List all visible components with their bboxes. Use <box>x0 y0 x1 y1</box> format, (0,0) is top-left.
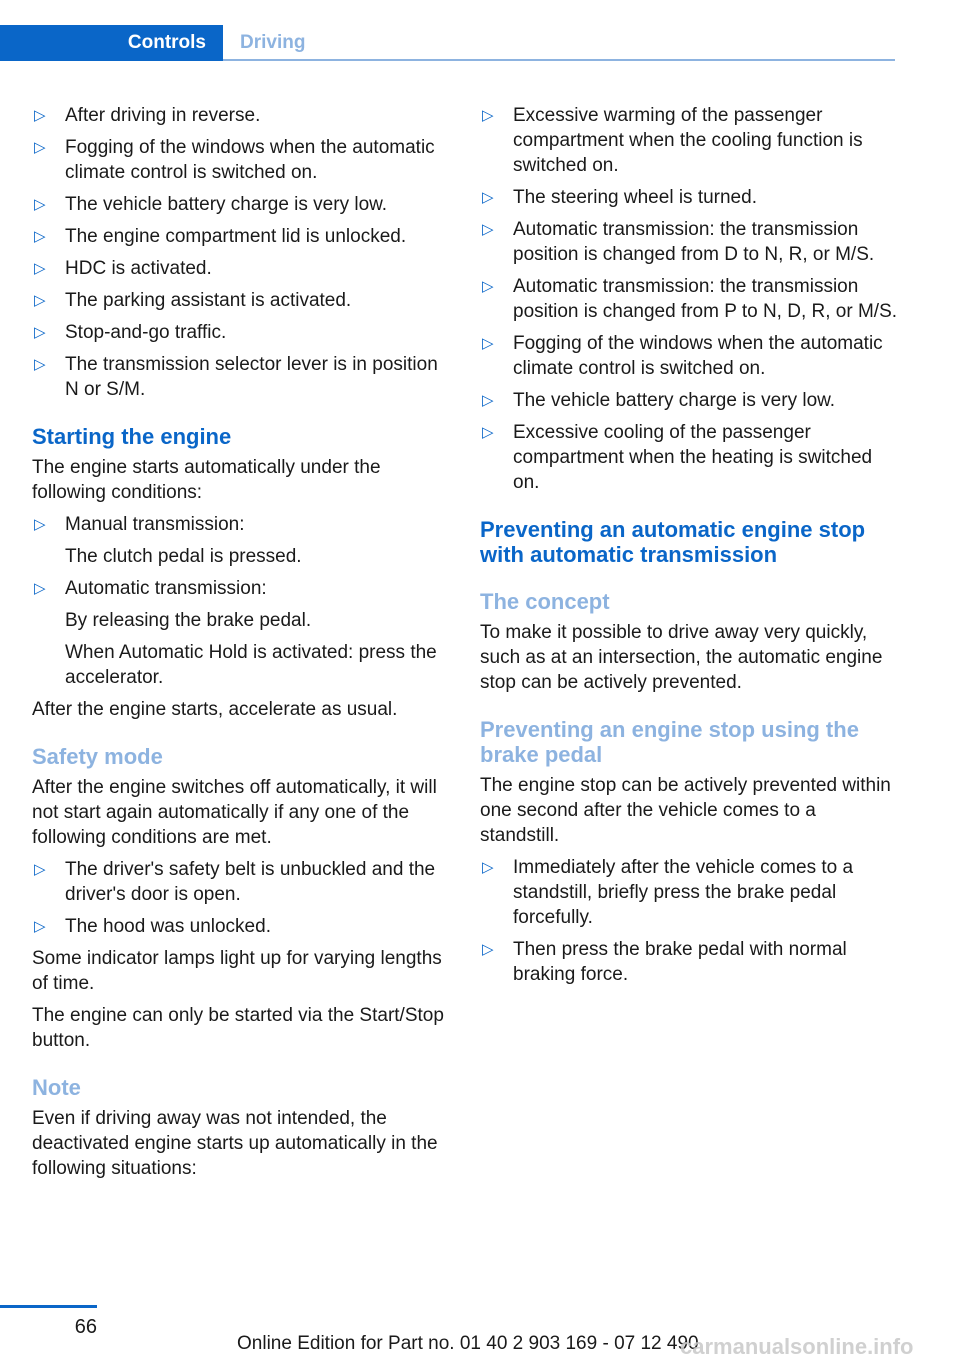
list-item <box>32 914 450 939</box>
list-item <box>480 217 898 267</box>
concept-heading: The concept <box>480 589 610 614</box>
note-text: Even if driving away was not intended, the deactivated engine starts up automatically in the following situations: <box>32 1108 438 1179</box>
safety-mode-heading: Safety mode <box>32 744 163 769</box>
list-item-text: HDC is activated. <box>65 258 212 279</box>
list-item-text: Automatic transmission: the transmission position is changed from P to N, D, R, or M/S. <box>513 276 898 322</box>
list-item-text: Excessive warming of the passenger compartment when the cooling function is switched on. <box>513 105 863 176</box>
header-rule <box>223 59 895 61</box>
list-item <box>480 185 898 210</box>
bullet-triangle-icon: ▷ <box>34 580 46 597</box>
bullet-triangle-icon: ▷ <box>482 424 494 441</box>
list-item-text: Stop-and-go traffic. <box>65 322 227 343</box>
brake-bullet-list <box>480 855 898 987</box>
list-item <box>32 352 450 402</box>
note-heading: Note <box>32 1075 81 1100</box>
bullet-triangle-icon: ▷ <box>482 107 494 124</box>
list-item-text: Excessive cooling of the passenger compartment when the heating is switched on. <box>513 422 873 493</box>
list-item <box>32 224 450 249</box>
bullet-triangle-icon: ▷ <box>482 392 494 409</box>
list-item-text: Then press the brake pedal with normal braking force. <box>513 939 847 985</box>
bullet-triangle-icon: ▷ <box>34 918 46 935</box>
bullet-triangle-icon: ▷ <box>482 941 494 958</box>
footer-rule <box>0 1305 97 1308</box>
list-item-text: The steering wheel is turned. <box>513 187 757 208</box>
bullet-triangle-icon: ▷ <box>482 278 494 295</box>
list-item <box>32 103 450 128</box>
bullet-triangle-icon: ▷ <box>34 292 46 309</box>
brake-intro: The engine stop can be actively prevented within one second after the vehicle comes to a standstill. <box>480 775 891 846</box>
list-item <box>480 388 898 413</box>
right-bullet-list <box>480 103 898 495</box>
list-item-text: Fogging of the windows when the automatic climate control is switched on. <box>65 137 435 183</box>
bullet-triangle-icon: ▷ <box>34 516 46 533</box>
list-item <box>480 937 898 987</box>
page-number: 66 <box>74 1316 97 1338</box>
safety-intro: After the engine switches off automatically, it will not start again automatically if any one of the following conditions are met. <box>32 777 437 848</box>
left-bullet-list <box>32 103 450 402</box>
bullet-triangle-icon: ▷ <box>34 196 46 213</box>
right-column <box>480 103 898 994</box>
list-item <box>32 857 450 907</box>
automatic-text-2: When Automatic Hold is activated: press the accelerator. <box>65 642 437 688</box>
list-item <box>32 135 450 185</box>
list-item-text: Immediately after the vehicle comes to a standstill, briefly press the brake pedal forcefully. <box>513 857 854 928</box>
manual-text: The clutch pedal is pressed. <box>65 546 302 567</box>
list-item-text: The hood was unlocked. <box>65 916 271 937</box>
list-item <box>480 103 898 178</box>
bullet-triangle-icon: ▷ <box>34 324 46 341</box>
list-item <box>32 256 450 281</box>
tab-controls: Controls <box>0 25 223 61</box>
bullet-triangle-icon: ▷ <box>482 859 494 876</box>
bullet-triangle-icon: ▷ <box>34 228 46 245</box>
bullet-triangle-icon: ▷ <box>34 861 46 878</box>
bullet-triangle-icon: ▷ <box>34 139 46 156</box>
start-stop-text: The engine can only be started via the Start/Stop button. <box>32 1005 444 1051</box>
list-item-text: The parking assistant is activated. <box>65 290 352 311</box>
list-item <box>32 320 450 345</box>
list-item-text: The engine compartment lid is unlocked. <box>65 226 407 247</box>
list-item <box>480 274 898 324</box>
list-item-text: Fogging of the windows when the automatic climate control is switched on. <box>513 333 883 379</box>
bullet-triangle-icon: ▷ <box>34 107 46 124</box>
concept-text: To make it possible to drive away very quickly, such as at an intersection, the automatic engine stop can be actively prevented. <box>480 622 883 693</box>
list-item <box>32 288 450 313</box>
left-column <box>32 103 450 1188</box>
list-item <box>480 420 898 495</box>
list-item-text: The driver's safety belt is unbuckled and the driver's door is open. <box>65 859 436 905</box>
list-item <box>32 512 450 537</box>
list-item-text: The vehicle battery charge is very low. <box>65 194 388 215</box>
starting-intro: The engine starts automatically under the following conditions: <box>32 457 381 503</box>
list-item <box>32 192 450 217</box>
automatic-text-1: By releasing the brake pedal. <box>65 610 312 631</box>
edition-text: Online Edition for Part no. 01 40 2 903 169 - 07 12 490 <box>237 1333 699 1354</box>
manual-label: Manual transmission: <box>65 514 245 535</box>
list-item-text: Automatic transmission: the transmission position is changed from D to N, R, or M/S. <box>513 219 875 265</box>
starting-engine-heading: Starting the engine <box>32 424 232 449</box>
list-item-text: The vehicle battery charge is very low. <box>513 390 836 411</box>
list-item <box>32 576 450 601</box>
bullet-triangle-icon: ▷ <box>482 189 494 206</box>
automatic-label: Automatic transmission: <box>65 578 267 599</box>
prevent-engine-stop-heading: Preventing an automatic engine stop with automatic transmission <box>480 517 866 567</box>
brake-pedal-heading: Preventing an engine stop using the brake pedal <box>480 717 859 767</box>
list-item-text: The transmission selector lever is in position N or S/M. <box>65 354 438 400</box>
list-item <box>480 855 898 930</box>
list-item <box>480 331 898 381</box>
safety-bullet-list <box>32 857 450 939</box>
list-item-text: After driving in reverse. <box>65 105 261 126</box>
bullet-triangle-icon: ▷ <box>482 335 494 352</box>
watermark: carmanualsonline.info <box>680 1334 914 1359</box>
after-start-text: After the engine starts, accelerate as usual. <box>32 699 398 720</box>
bullet-triangle-icon: ▷ <box>34 260 46 277</box>
bullet-triangle-icon: ▷ <box>482 221 494 238</box>
bullet-triangle-icon: ▷ <box>34 356 46 373</box>
tab-driving: Driving <box>240 32 306 53</box>
indicator-text: Some indicator lamps light up for varying lengths of time. <box>32 948 442 994</box>
